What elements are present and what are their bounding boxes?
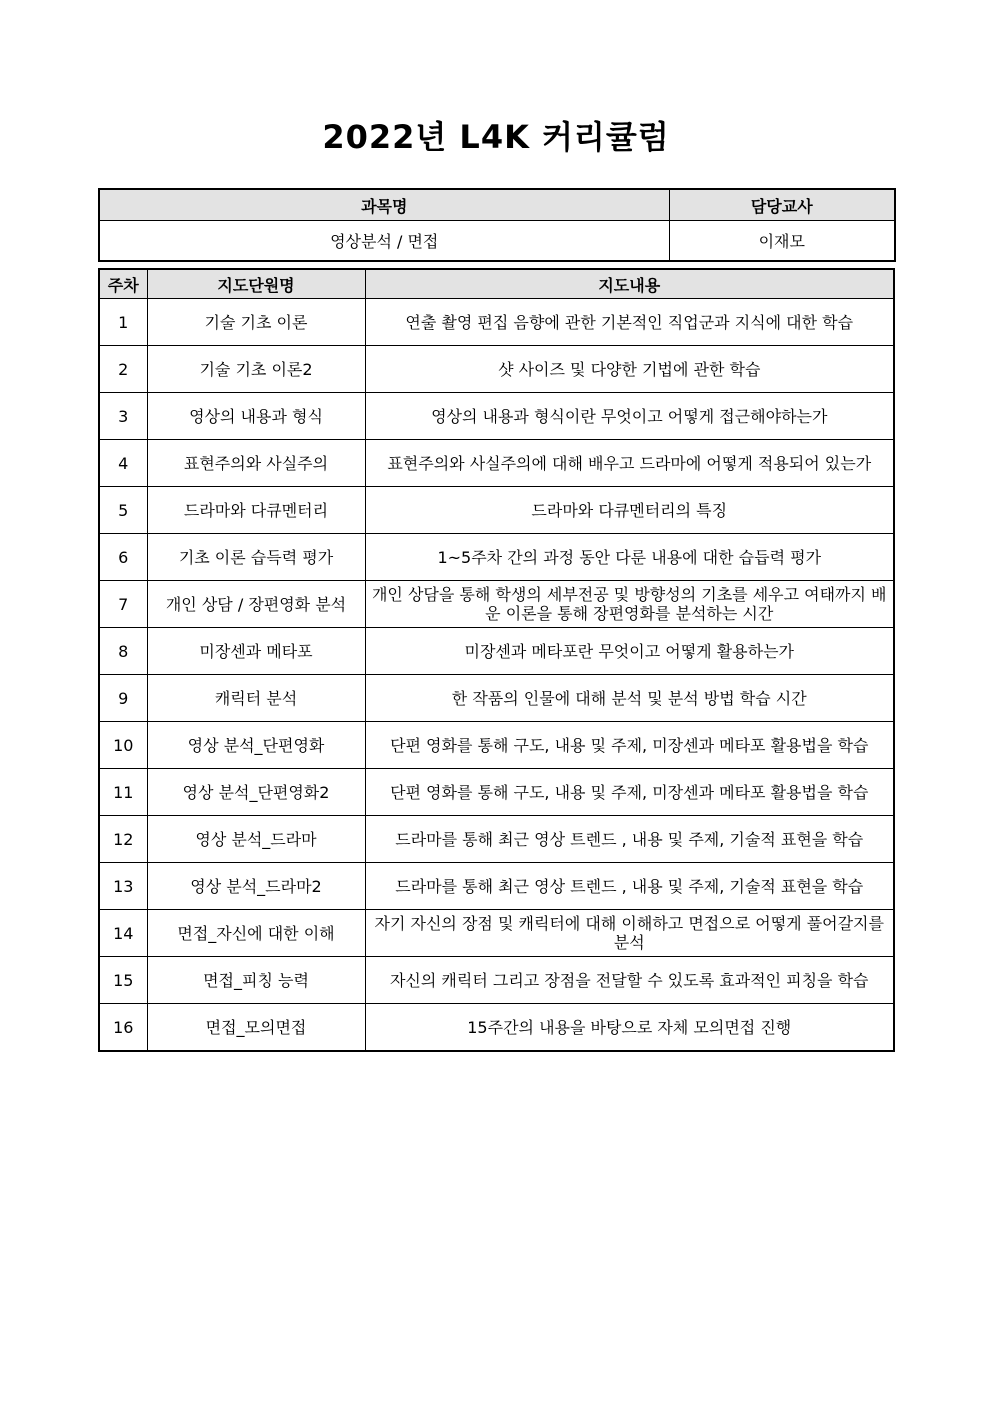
table-row	[99, 910, 894, 957]
content-header: 지도내용	[365, 269, 894, 299]
unit-cell: 기초 이론 습득력 평가	[147, 534, 365, 581]
unit-cell: 면접_모의면접	[147, 1004, 365, 1052]
week-header: 주차	[99, 269, 147, 299]
unit-cell: 영상 분석_단편영화2	[147, 769, 365, 816]
course-info-row	[99, 221, 895, 262]
week-cell: 1	[99, 299, 147, 346]
unit-cell: 영상의 내용과 형식	[147, 393, 365, 440]
table-row	[99, 346, 894, 393]
week-cell: 4	[99, 440, 147, 487]
week-cell: 14	[99, 910, 147, 957]
content-cell: 단편 영화를 통해 구도, 내용 및 주제, 미장센과 메타포 활용법을 학습	[365, 769, 894, 816]
unit-cell: 미장센과 메타포	[147, 628, 365, 675]
table-row	[99, 863, 894, 910]
table-row	[99, 1004, 894, 1052]
content-cell: 단편 영화를 통해 구도, 내용 및 주제, 미장센과 메타포 활용법을 학습	[365, 722, 894, 769]
unit-cell: 표현주의와 사실주의	[147, 440, 365, 487]
table-row	[99, 816, 894, 863]
unit-cell: 영상 분석_드라마	[147, 816, 365, 863]
week-cell: 15	[99, 957, 147, 1004]
content-cell: 자기 자신의 장점 및 캐릭터에 대해 이해하고 면접으로 어떻게 풀어갈지를 분석	[365, 910, 894, 957]
unit-cell: 면접_피칭 능력	[147, 957, 365, 1004]
unit-cell: 기술 기초 이론2	[147, 346, 365, 393]
table-row	[99, 769, 894, 816]
curriculum-body	[99, 299, 894, 1052]
content-cell: 한 작품의 인물에 대해 분석 및 분석 방법 학습 시간	[365, 675, 894, 722]
week-cell: 8	[99, 628, 147, 675]
unit-cell: 캐릭터 분석	[147, 675, 365, 722]
week-cell: 6	[99, 534, 147, 581]
week-cell: 3	[99, 393, 147, 440]
week-cell: 13	[99, 863, 147, 910]
unit-cell: 개인 상담 / 장편영화 분석	[147, 581, 365, 628]
table-row	[99, 487, 894, 534]
content-cell: 연출 촬영 편집 음향에 관한 기본적인 직업군과 지식에 대한 학습	[365, 299, 894, 346]
teacher-header: 담당교사	[669, 189, 895, 221]
table-row	[99, 675, 894, 722]
unit-cell: 영상 분석_단편영화	[147, 722, 365, 769]
unit-header: 지도단원명	[147, 269, 365, 299]
subject-header: 과목명	[99, 189, 669, 221]
week-cell: 5	[99, 487, 147, 534]
content-cell: 15주간의 내용을 바탕으로 자체 모의면접 진행	[365, 1004, 894, 1052]
course-info-header-row	[99, 189, 895, 221]
curriculum-header-row	[99, 269, 894, 299]
unit-cell: 드라마와 다큐멘터리	[147, 487, 365, 534]
content-cell: 영상의 내용과 형식이란 무엇이고 어떻게 접근해야하는가	[365, 393, 894, 440]
table-row	[99, 440, 894, 487]
teacher-value: 이재모	[669, 221, 895, 262]
content-cell: 미장센과 메타포란 무엇이고 어떻게 활용하는가	[365, 628, 894, 675]
week-cell: 9	[99, 675, 147, 722]
table-row	[99, 628, 894, 675]
content-cell: 개인 상담을 통해 학생의 세부전공 및 방향성의 기초를 세우고 여태까지 배운 이론을 통해 장편영화를 분석하는 시간	[365, 581, 894, 628]
table-row	[99, 299, 894, 346]
week-cell: 2	[99, 346, 147, 393]
content-cell: 드라마를 통해 최근 영상 트렌드 , 내용 및 주제, 기술적 표현을 학습	[365, 816, 894, 863]
table-row	[99, 722, 894, 769]
table-row	[99, 393, 894, 440]
week-cell: 12	[99, 816, 147, 863]
curriculum-table	[98, 268, 895, 1052]
content-cell: 표현주의와 사실주의에 대해 배우고 드라마에 어떻게 적용되어 있는가	[365, 440, 894, 487]
content-cell: 자신의 캐릭터 그리고 장점을 전달할 수 있도록 효과적인 피칭을 학습	[365, 957, 894, 1004]
week-cell: 7	[99, 581, 147, 628]
week-cell: 11	[99, 769, 147, 816]
unit-cell: 기술 기초 이론	[147, 299, 365, 346]
content-cell: 드라마를 통해 최근 영상 트렌드 , 내용 및 주제, 기술적 표현을 학습	[365, 863, 894, 910]
subject-value: 영상분석 / 면접	[99, 221, 669, 262]
content-cell: 샷 사이즈 및 다양한 기법에 관한 학습	[365, 346, 894, 393]
table-row	[99, 534, 894, 581]
document-title: 2022년 L4K 커리큘럼	[322, 118, 670, 156]
table-row	[99, 957, 894, 1004]
course-info-table	[98, 188, 896, 262]
content-cell: 1~5주차 간의 과정 동안 다룬 내용에 대한 습듭력 평가	[365, 534, 894, 581]
content-cell: 드라마와 다큐멘터리의 특징	[365, 487, 894, 534]
week-cell: 10	[99, 722, 147, 769]
week-cell: 16	[99, 1004, 147, 1052]
unit-cell: 영상 분석_드라마2	[147, 863, 365, 910]
unit-cell: 면접_자신에 대한 이해	[147, 910, 365, 957]
table-row	[99, 581, 894, 628]
